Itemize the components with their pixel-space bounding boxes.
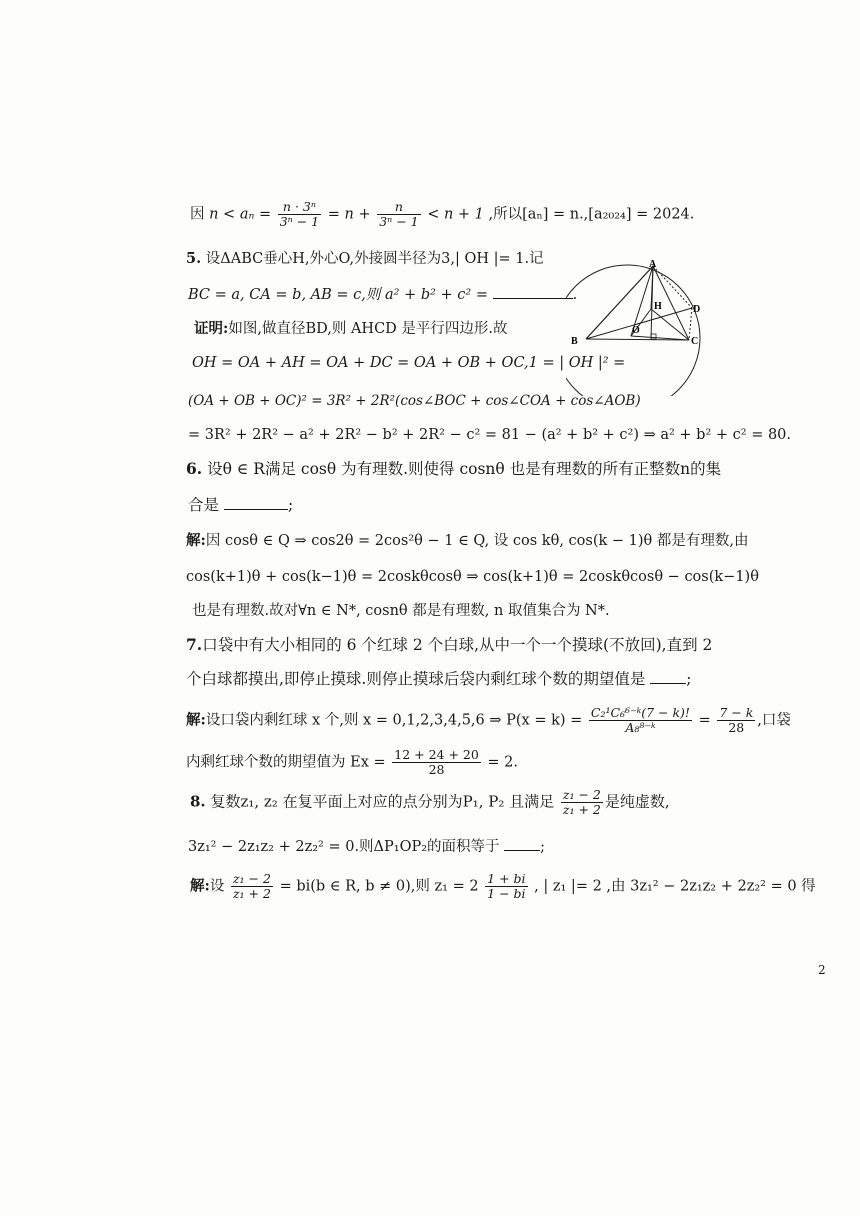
answer-blank (650, 669, 686, 684)
text: 口袋中有大小相同的 6 个红球 2 个白球,从中一个一个摸球(不放回),直到 2 (202, 636, 713, 654)
solution-label: 解: (186, 532, 206, 549)
circle-figure (566, 256, 716, 396)
solution-label: 解: (186, 711, 206, 729)
problem-6-solution-1 (186, 530, 748, 552)
text: = 3R² + 2R² − a² + 2R² − b² + 2R² − c² = 81 − (a² + b² + c²) ⇒ a² + b² + c² = 80. (188, 427, 792, 443)
problem-number: 7. (186, 635, 203, 654)
page-number: 2 (818, 963, 826, 977)
text: 也是有理数.故对∀n ∈ N*, cosnθ 都是有理数, n 取值集合为 N*. (192, 603, 610, 619)
text: 设口袋内剩红球 x 个,则 x = 0,1,2,3,4,5,6 ⇒ P(x = k) = (205, 712, 583, 729)
text: = n + (327, 206, 371, 223)
problem-6-solution-3 (192, 600, 610, 622)
text: ,口袋 (757, 712, 791, 729)
proof-label: 证明: (194, 320, 229, 337)
text: 因 cosθ ∈ Q ⇒ cos2θ = 2cos²θ − 1 ∈ Q, 设 cos kθ, cos(k − 1)θ 都是有理数,由 (205, 533, 749, 549)
text: . (572, 287, 578, 303)
text: < n + 1 (427, 206, 484, 223)
problem-8-solution-1 (190, 872, 816, 901)
text: = (698, 712, 711, 729)
text: 3z₁² − 2z₁z₂ + 2z₂² = 0.则ΔP₁OP₂的面积等于 (188, 839, 500, 855)
problem-5-proof-intro (194, 318, 508, 340)
text: (OA + OB + OC)² = 3R² + 2R²(cos∠BOC + cos∠COA + cos∠AOB) (188, 393, 641, 409)
problem-7-solution-2 (186, 748, 518, 777)
problem-7-question (186, 668, 692, 690)
line-solution-4-end (190, 200, 694, 229)
text: 是纯虚数, (604, 792, 670, 811)
text: = bi(b ∈ R, b ≠ 0),则 z₁ = 2 (279, 878, 479, 895)
problem-8-question (188, 836, 545, 858)
problem-6-solution-2 (186, 566, 759, 588)
fraction: $\frac{n}{\text{3ⁿ − 1}}$ (379, 199, 419, 229)
fraction: $\frac{\text{z₁ − 2}}{\text{z₁ + 2}}$ (562, 787, 601, 817)
text: ; (540, 839, 546, 855)
text: 因 (190, 206, 205, 223)
solution-label: 解: (190, 877, 210, 895)
answer-blank (504, 836, 540, 851)
problem-6-statement (186, 458, 721, 480)
text: ; (287, 496, 294, 514)
point-label-B: B (571, 336, 578, 347)
text: BC = a, CA = b, AB = c,则 a² + b² + c² = (188, 287, 488, 303)
text: ,所以[aₙ] = n.,[a₂₀₂₄] = 2024. (488, 206, 695, 223)
problem-number: 8. (190, 792, 206, 811)
text: 设θ ∈ R满足 cosθ 为有理数.则使得 cosnθ 也是有理数的所有正整数n的集 (207, 460, 722, 478)
text: OH = OA + AH = OA + DC = OA + OB + OC,1 = | OH |² = (192, 355, 626, 371)
answer-blank (224, 495, 288, 510)
text: , | z₁ |= 2 ,由 3z₁² − 2z₁z₂ + 2z₂² = 0 得 (534, 878, 816, 895)
text: 个白球都摸出,即停止摸球.则停止摸球后袋内剩红球个数的期望值是 (186, 670, 646, 688)
problem-7-statement (186, 634, 712, 656)
problem-8-statement (190, 788, 670, 817)
fraction: $\frac{1 + bi}{1 - bi}$ (487, 871, 526, 901)
answer-blank (493, 284, 573, 299)
fraction: $\frac{\text{C₂¹C₆⁶⁻ᵏ(7 − k)!}}{\text{A₈⁸⁻ᵏ}}$ (590, 705, 690, 735)
problem-number: 6. (186, 459, 203, 478)
point-label-D: D (693, 304, 701, 315)
fraction: $\frac{\text{n · 3ⁿ}}{\text{3ⁿ − 1}}$ (279, 199, 320, 229)
text: 如图,做直径BD,则 AHCD 是平行四边形.故 (228, 321, 508, 337)
point-label-A: A (649, 259, 657, 270)
fraction: $\frac{\text{z₁ − 2}}{\text{z₁ + 2}}$ (232, 871, 271, 901)
text: 内剩红球个数的期望值为 Ex = (186, 754, 386, 771)
problem-number: 5. (186, 250, 202, 267)
problem-5-result (188, 424, 791, 446)
text: 复数z₁, z₂ 在复平面上对应的点分别为P₁, P₂ 且满足 (210, 792, 555, 811)
text: 设ΔABC垂心H,外心O,外接圆半径为3,| OH |= 1.记 (205, 251, 544, 267)
fraction: $\frac{7 - k}{28}$ (719, 705, 754, 735)
text: cos(k+1)θ + cos(k−1)θ = 2coskθcosθ ⇒ cos(k+1)θ = 2coskθcosθ − cos(k−1)θ (186, 569, 759, 585)
problem-6-question (188, 494, 293, 516)
text: ; (686, 670, 692, 688)
text: n < aₙ = (209, 206, 272, 223)
point-label-C: C (691, 336, 699, 347)
text: 设 (209, 878, 225, 895)
fraction: $\frac{12 + 24 + 20}{28}$ (394, 747, 479, 777)
text: 合是 (188, 496, 220, 514)
point-label-H: H (654, 301, 662, 312)
text: = 2. (487, 754, 519, 771)
problem-5-question (188, 284, 577, 306)
problem-5-vector-line (192, 352, 625, 374)
problem-7-solution-1 (186, 706, 791, 735)
problem-5-statement (186, 248, 544, 270)
point-label-O: O (632, 325, 640, 336)
